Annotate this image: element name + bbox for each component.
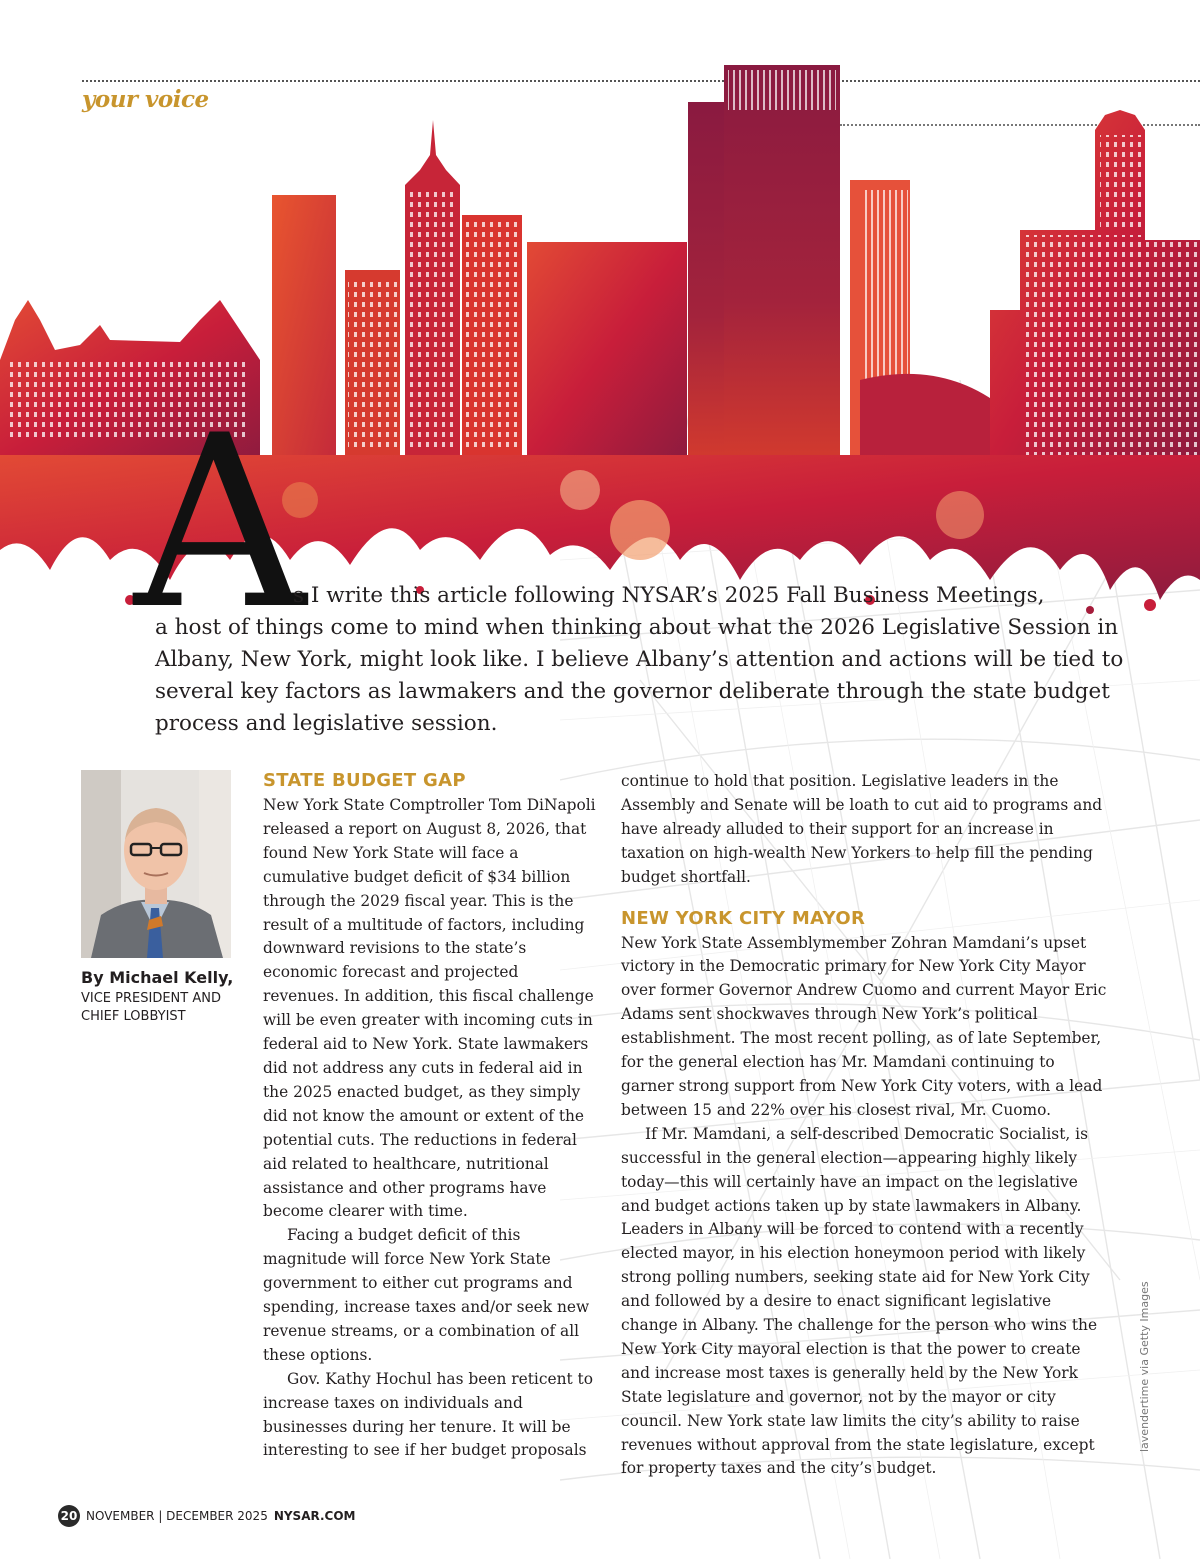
- lede-text: a host of things come to mind when thinking about what the 2026 Legislative Session in Albany, New York, might look like. I believe Albany’s attention and actions will be tied to several key factors as lawmakers and the governor deliberate through the state budget process and legislative session.: [155, 615, 1124, 736]
- page-footer: [58, 1505, 355, 1527]
- section-label: your voice: [82, 86, 209, 113]
- article-column-2: [621, 770, 1111, 1481]
- heading-state-budget-gap: STATE BUDGET GAP: [263, 770, 466, 791]
- photo-credit: lavendertime via Getty Images: [1138, 1281, 1151, 1452]
- drop-cap: A: [134, 385, 306, 662]
- column1-paragraph-2: Facing a budget deficit of this magnitude will force New York State government to either cut programs and spending, increase taxes and/or seek new revenue streams, or a combination of all these options.: [263, 1226, 590, 1364]
- heading-new-york-city-mayor: NEW YORK CITY MAYOR: [621, 907, 866, 929]
- lede-paragraph: [155, 580, 1140, 740]
- article-column-1: [263, 770, 598, 1463]
- lede-first-line: s I write this article following NYSAR’s 2025 Fall Business Meetings,: [293, 583, 1045, 608]
- column2-paragraph-2: If Mr. Mamdani, a self-described Democratic Socialist, is successful in the general election—appearing highly likely today—this will certainly have an impact on the legislative and budget actions taken up by state lawmakers in Albany. Leaders in Albany will be forced to contend with a recently elected mayor, in his election honeymoon period with likely strong polling numbers, seeking state aid for New York City and followed by a desire to enact significant legislative change in Albany. The challenge for the person who wins the New York City mayoral election is that the power to create and increase most taxes is generally held by the New York State legislature and governor, not by the mayor or city council. New York state law limits the city’s ability to raise revenues without approval from the state legislature, except for property taxes and the city’s budget.: [621, 1124, 1098, 1478]
- site-link[interactable]: NYSAR.COM: [273, 1509, 356, 1523]
- author-byline: [81, 968, 241, 1026]
- issue-date: NOVEMBER | DECEMBER 2025: [86, 1509, 268, 1523]
- column2-paragraph-0: continue to hold that position. Legislative leaders in the Assembly and Senate will be loath to cut aid to programs and have already alluded to their support for an increase in taxation on high-wealth New Yorkers to help fill the pending budget shortfall.: [621, 772, 1103, 886]
- column1-paragraph-3: Gov. Kathy Hochul has been reticent to increase taxes on individuals and businesses during her tenure. It will be interesting to see if her budget proposals: [263, 1369, 594, 1460]
- column1-paragraph-1: New York State Comptroller Tom DiNapoli released a report on August 8, 2026, that found New York State will face a cumulative budget deficit of $34 billion through the 2029 fiscal year. This is the result of a multitude of factors, including downward revisions to the state’s economic forecast and projected revenues. In addition, this fiscal challenge will be even greater with incoming cuts in federal aid to New York. State lawmakers did not address any cuts in federal aid in the 2025 enacted budget, as they simply did not know the amount or extent of the potential cuts. The reductions in federal aid related to healthcare, nutritional assistance and other programs have become clearer with time.: [263, 796, 596, 1221]
- column2-paragraph-1: New York State Assemblymember Zohran Mamdani’s upset victory in the Democratic primary for New York City Mayor over former Governor Andrew Cuomo and current Mayor Eric Adams sent shockwaves through New York’s political establishment. The most recent polling, as of late September, for the general election has Mr. Mamdani continuing to garner strong support from New York City voters, with a lead between 15 and 22% over his closest rival, Mr. Cuomo.: [621, 933, 1107, 1119]
- author-title: VICE PRESIDENT AND CHIEF LOBBYIST: [81, 991, 221, 1024]
- author-photo: [81, 770, 231, 958]
- page-number: 20: [58, 1505, 80, 1527]
- author-name: By Michael Kelly,: [81, 968, 234, 987]
